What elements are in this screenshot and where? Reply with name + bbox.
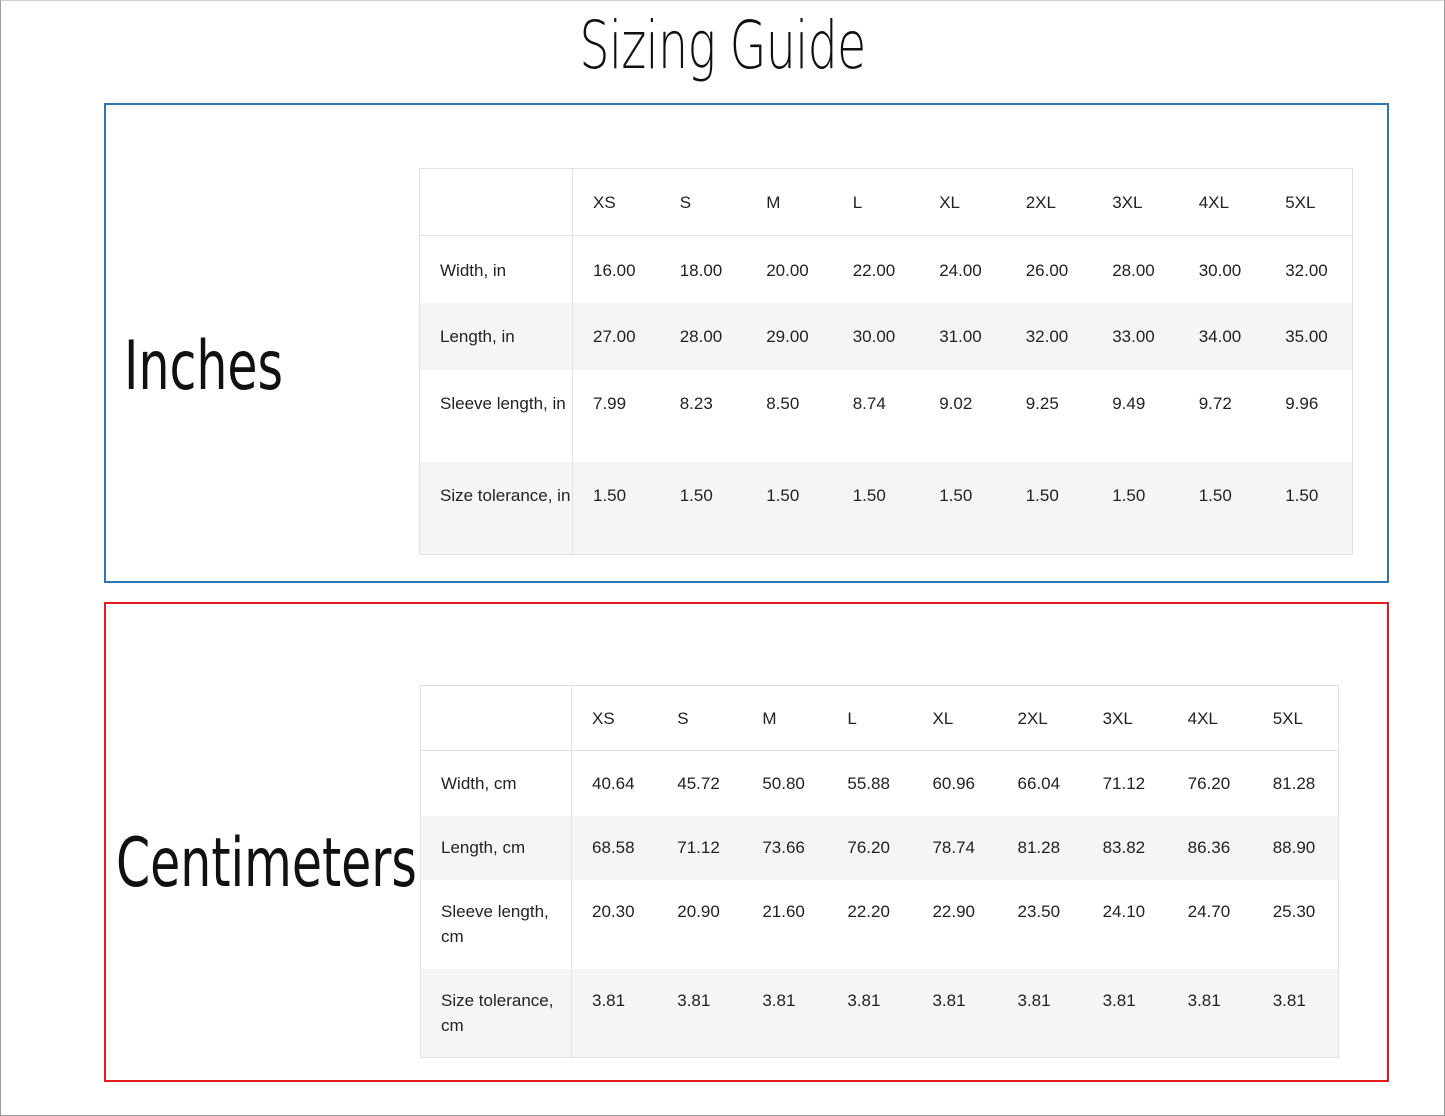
inches-section bbox=[104, 103, 1389, 583]
table-cell: 27.00 bbox=[573, 303, 660, 370]
table-cell: 1.50 bbox=[746, 462, 833, 555]
size-header: M bbox=[742, 686, 827, 751]
table-cell: 1.50 bbox=[1179, 462, 1266, 555]
size-header: XL bbox=[912, 686, 997, 751]
table-cell: 1.50 bbox=[573, 462, 660, 555]
table-header-row bbox=[420, 169, 1353, 236]
table-cell: 66.04 bbox=[1017, 774, 1061, 793]
table-cell: 35.00 bbox=[1265, 303, 1352, 370]
table-cell: 88.90 bbox=[1253, 816, 1339, 880]
size-header: XS bbox=[573, 169, 660, 236]
size-header: M bbox=[746, 169, 833, 236]
table-cell: 1.50 bbox=[1092, 462, 1179, 555]
table-row bbox=[420, 303, 1353, 370]
table-cell: 28.00 bbox=[660, 303, 747, 370]
table-cell: 68.58 bbox=[572, 816, 658, 880]
table-cell: 71.12 bbox=[657, 816, 742, 880]
table-cell: 55.88 bbox=[847, 774, 890, 793]
table-cell: 3.81 bbox=[742, 969, 827, 1058]
table-cell: 9.96 bbox=[1285, 393, 1319, 413]
table-cell: 71.12 bbox=[1102, 774, 1146, 793]
size-header: 2XL bbox=[1006, 169, 1093, 236]
table-cell: 9.25 bbox=[1025, 393, 1059, 413]
table-cell: 45.72 bbox=[677, 774, 720, 793]
row-label: Size tolerance, in bbox=[420, 462, 573, 555]
size-header: L bbox=[827, 686, 912, 751]
table-cell: 25.30 bbox=[1272, 901, 1316, 921]
table-cell: 16.00 bbox=[593, 261, 636, 280]
table-cell: 60.96 bbox=[932, 774, 975, 793]
table-cell: 1.50 bbox=[1265, 462, 1352, 555]
table-cell: 76.20 bbox=[1187, 774, 1231, 793]
corner-cell bbox=[421, 686, 572, 751]
table-cell: 24.70 bbox=[1187, 901, 1231, 921]
table-cell: 22.00 bbox=[852, 261, 896, 280]
table-row bbox=[421, 816, 1339, 880]
table-cell: 8.23 bbox=[679, 393, 713, 413]
table-row bbox=[420, 370, 1353, 462]
table-cell: 76.20 bbox=[827, 816, 912, 880]
table-cell: 20.00 bbox=[766, 261, 809, 280]
table-cell: 1.50 bbox=[660, 462, 747, 555]
table-cell: 8.50 bbox=[766, 393, 800, 413]
size-header: 3XL bbox=[1083, 686, 1168, 751]
table-cell: 24.10 bbox=[1102, 901, 1146, 921]
table-cell: 3.81 bbox=[657, 969, 742, 1058]
centimeters-size-table bbox=[420, 685, 1339, 1058]
table-cell: 26.00 bbox=[1025, 261, 1069, 280]
table-cell: 30.00 bbox=[1198, 261, 1242, 280]
table-cell: 9.49 bbox=[1112, 393, 1146, 413]
table-cell: 24.00 bbox=[939, 261, 982, 280]
table-header-row bbox=[421, 686, 1339, 751]
table-cell: 1.50 bbox=[833, 462, 920, 555]
table-cell: 3.81 bbox=[1253, 969, 1339, 1058]
table-cell: 8.74 bbox=[852, 393, 886, 413]
row-label: Width, cm bbox=[421, 751, 572, 816]
centimeters-section bbox=[104, 602, 1389, 1082]
row-label: Size tolerance, cm bbox=[421, 969, 572, 1058]
page-title: Sizing Guide bbox=[579, 7, 866, 84]
table-cell: 21.60 bbox=[762, 901, 805, 921]
table-cell: 81.28 bbox=[1272, 774, 1316, 793]
table-cell: 81.28 bbox=[998, 816, 1083, 880]
table-row bbox=[420, 462, 1353, 555]
table-cell: 86.36 bbox=[1168, 816, 1253, 880]
row-label: Length, in bbox=[420, 303, 573, 370]
table-cell: 18.00 bbox=[679, 261, 723, 280]
table-cell: 50.80 bbox=[762, 774, 805, 793]
table-cell: 32.00 bbox=[1006, 303, 1093, 370]
size-header: 4XL bbox=[1168, 686, 1253, 751]
size-header: 3XL bbox=[1092, 169, 1179, 236]
table-row bbox=[421, 969, 1339, 1058]
table-cell: 9.02 bbox=[939, 393, 973, 413]
table-cell: 7.99 bbox=[593, 393, 627, 413]
table-cell: 32.00 bbox=[1285, 261, 1328, 280]
table-cell: 3.81 bbox=[912, 969, 997, 1058]
row-label: Sleeve length, in bbox=[420, 370, 573, 462]
table-cell: 20.90 bbox=[677, 901, 720, 921]
table-cell: 3.81 bbox=[572, 969, 658, 1058]
table-cell: 78.74 bbox=[912, 816, 997, 880]
inches-size-table bbox=[419, 168, 1353, 555]
size-header: 4XL bbox=[1179, 169, 1266, 236]
table-cell: 3.81 bbox=[1083, 969, 1168, 1058]
size-header: XS bbox=[572, 686, 658, 751]
size-header: L bbox=[833, 169, 920, 236]
centimeters-label: Centimeters bbox=[116, 824, 417, 903]
table-cell: 23.50 bbox=[1017, 901, 1061, 921]
size-header: 5XL bbox=[1265, 169, 1352, 236]
inches-label: Inches bbox=[124, 327, 284, 406]
table-cell: 3.81 bbox=[827, 969, 912, 1058]
table-cell: 22.20 bbox=[847, 901, 890, 921]
size-header: S bbox=[660, 169, 747, 236]
row-label: Length, cm bbox=[421, 816, 572, 880]
row-label: Sleeve length, cm bbox=[421, 880, 572, 969]
size-header: S bbox=[657, 686, 742, 751]
size-header: 2XL bbox=[998, 686, 1083, 751]
table-cell: 1.50 bbox=[1006, 462, 1093, 555]
table-cell: 1.50 bbox=[919, 462, 1006, 555]
table-cell: 3.81 bbox=[998, 969, 1083, 1058]
table-cell: 29.00 bbox=[746, 303, 833, 370]
corner-cell bbox=[420, 169, 573, 236]
table-cell: 40.64 bbox=[592, 774, 635, 793]
table-cell: 34.00 bbox=[1179, 303, 1266, 370]
size-header: 5XL bbox=[1253, 686, 1339, 751]
table-cell: 3.81 bbox=[1168, 969, 1253, 1058]
table-cell: 22.90 bbox=[932, 901, 975, 921]
table-cell: 33.00 bbox=[1092, 303, 1179, 370]
table-cell: 83.82 bbox=[1083, 816, 1168, 880]
size-header: XL bbox=[919, 169, 1006, 236]
table-cell: 9.72 bbox=[1198, 393, 1232, 413]
table-row bbox=[421, 880, 1339, 969]
table-cell: 73.66 bbox=[742, 816, 827, 880]
table-row bbox=[421, 751, 1339, 816]
table-row bbox=[420, 236, 1353, 303]
row-label: Width, in bbox=[420, 236, 573, 303]
table-cell: 31.00 bbox=[919, 303, 1006, 370]
table-cell: 28.00 bbox=[1112, 261, 1155, 280]
table-cell: 20.30 bbox=[592, 901, 635, 921]
table-cell: 30.00 bbox=[833, 303, 920, 370]
